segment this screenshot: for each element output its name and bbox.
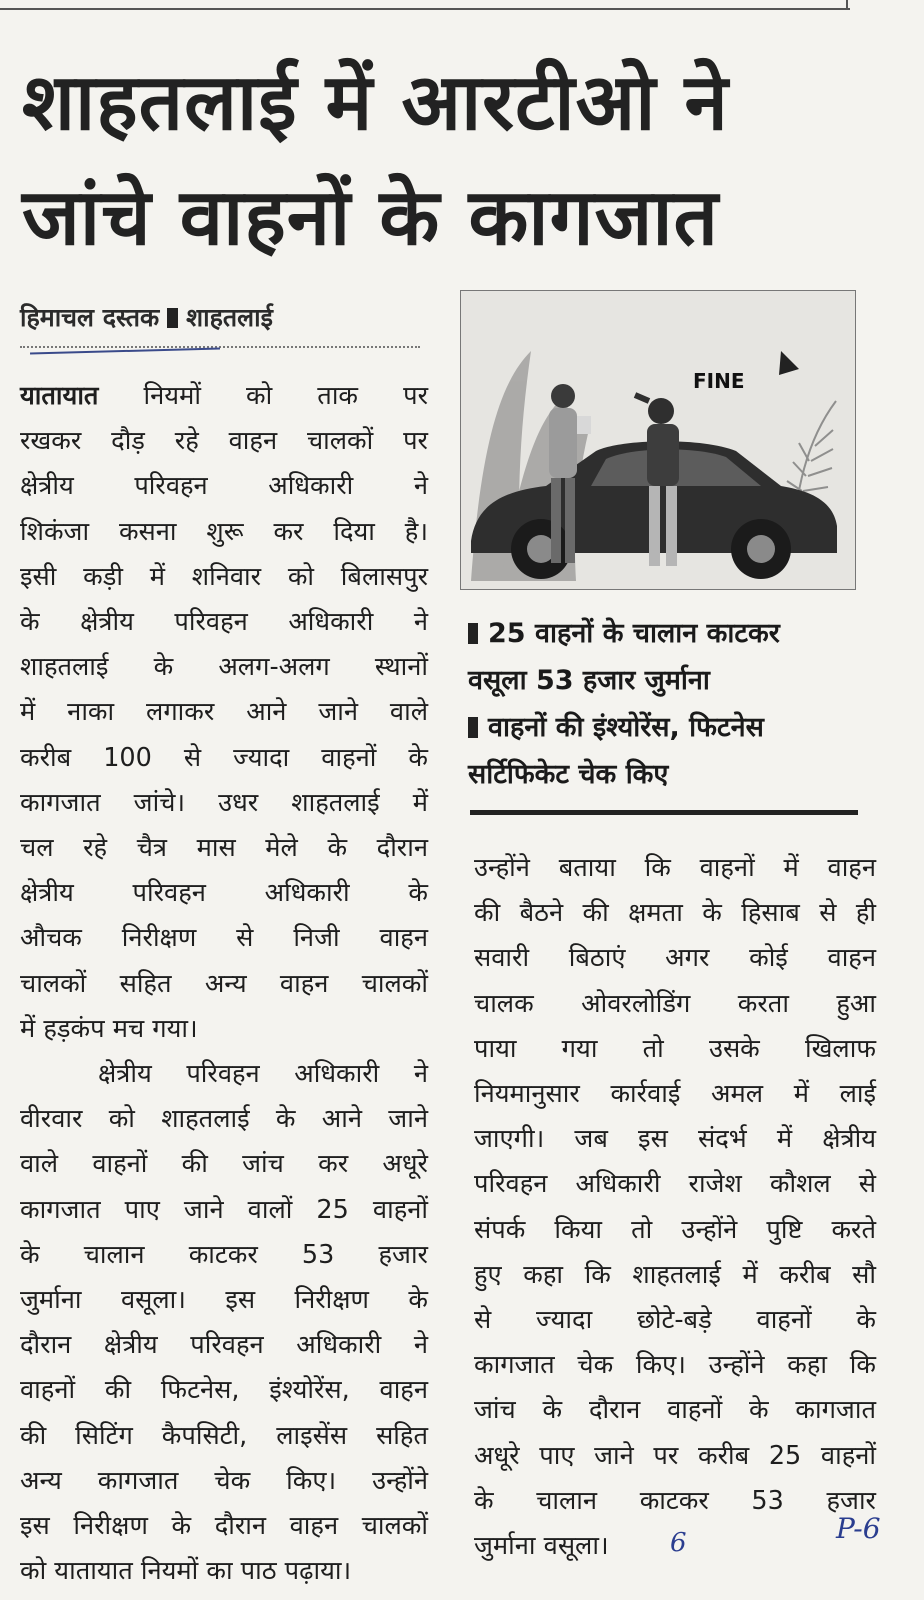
fine-icon — [779, 351, 799, 375]
highlight-1: 25 वाहनों के चालान काटकर — [468, 610, 858, 657]
article-line: की बैठने की क्षमता के हिसाब से ही — [474, 898, 876, 929]
article-right-column — [474, 846, 876, 1569]
highlights — [468, 610, 858, 798]
bullet-icon — [468, 717, 478, 738]
article-line: चालकों सहित अन्य वाहन चालकों — [20, 968, 428, 999]
article-line: कागजात पाए जाने वालों 25 वाहनों — [20, 1194, 428, 1225]
article-line: को यातायात नियमों का पाठ पढ़ाया। — [20, 1556, 352, 1587]
article-line: रखकर दौड़ रहे वाहन चालकों पर — [20, 426, 428, 457]
byline — [20, 300, 420, 348]
article-left-column — [20, 374, 428, 1594]
article-line: जाएगी। जब इस संदर्भ में क्षेत्रीय — [474, 1124, 876, 1155]
top-rule-tick — [846, 0, 848, 10]
article-line: शाहतलाई के अलग-अलग स्थानों — [20, 652, 428, 683]
article-line: में नाका लगाकर आने जाने वाले — [20, 697, 428, 728]
article-line: जुर्माना वसूला। — [474, 1531, 609, 1562]
headline-line-2: जांचे वाहनों के कागजात — [22, 173, 720, 263]
article-line: संपर्क किया तो उन्होंने पुष्टि करते — [474, 1214, 876, 1245]
article-line: परिवहन अधिकारी राजेश कौशल से — [474, 1169, 876, 1200]
article-line: करीब 100 से ज्यादा वाहनों के — [20, 742, 428, 773]
highlight-2-cont: सर्टिफिकेट चेक किए — [468, 759, 669, 790]
article-line: इसी कड़ी में शनिवार को बिलासपुर — [20, 561, 428, 592]
pen-underline — [30, 348, 220, 355]
handwritten-mark: 6 — [670, 1528, 687, 1558]
highlight-1-cont: वसूला 53 हजार जुर्माना — [468, 665, 710, 696]
article-line: औचक निरीक्षण से निजी वाहन — [20, 923, 428, 954]
article-line: शिकंजा कसना शुरू कर दिया है। — [20, 516, 428, 547]
article-line: कागजात जांचे। उधर शाहतलाई में — [20, 787, 428, 818]
article-line: के चालान काटकर 53 हजार — [20, 1239, 428, 1270]
article-line: जांच के दौरान वाहनों के कागजात — [474, 1395, 876, 1426]
article-line: जुर्माना वसूला। इस निरीक्षण के — [20, 1285, 428, 1316]
article-line: इस निरीक्षण के दौरान वाहन चालकों — [20, 1511, 428, 1542]
top-rule — [0, 8, 850, 10]
article-line: के चालान काटकर 53 हजार — [474, 1485, 876, 1516]
article-line: वीरवार को शाहतलाई के आने जाने — [20, 1104, 428, 1135]
article-line: क्षेत्रीय परिवहन अधिकारी ने — [98, 1059, 428, 1090]
article-line: चल रहे चैत्र मास मेले के दौरान — [20, 833, 428, 864]
article-line: कागजात चेक किए। उन्होंने कहा कि — [474, 1350, 876, 1381]
article-line: उन्होंने बताया कि वाहनों में वाहन — [474, 853, 876, 883]
article-line: दौरान क्षेत्रीय परिवहन अधिकारी ने — [20, 1330, 428, 1361]
bullet-icon — [468, 623, 478, 644]
car-illustration — [461, 291, 855, 589]
article-line: क्षेत्रीय परिवहन अधिकारी के — [20, 878, 428, 909]
article-line: क्षेत्रीय परिवहन अधिकारी ने — [20, 471, 428, 502]
article-line: से ज्यादा छोटे-बड़े वाहनों के — [474, 1305, 876, 1336]
headline-line-1: शाहतलाई में आरटीओ ने — [22, 58, 729, 148]
article-line: चालक ओवरलोडिंग करता हुआ — [474, 988, 876, 1019]
article-line: की सिटिंग कैपसिटी, लाइसेंस सहित — [20, 1420, 428, 1451]
article-line: वाले वाहनों की जांच कर अधूरे — [20, 1149, 428, 1180]
article-line: के क्षेत्रीय परिवहन अधिकारी ने — [20, 607, 428, 638]
article-line: पाया गया तो उसके खिलाफ — [474, 1033, 876, 1064]
article-line: यातायात नियमों को ताक पर — [20, 381, 428, 411]
highlight-2: वाहनों की इंश्योरेंस, फिटनेस — [468, 704, 858, 751]
byline-place: शाहतलाई — [186, 303, 273, 332]
photo-fine-label: FINE — [693, 369, 745, 393]
byline-separator — [167, 308, 178, 328]
article-line: हुए कहा कि शाहतलाई में करीब सौ — [474, 1259, 876, 1290]
article-line: नियमानुसार कार्रवाई अमल में लाई — [474, 1079, 876, 1110]
article-line: में हड़कंप मच गया। — [20, 1013, 198, 1044]
headline — [22, 46, 882, 276]
lead-word: यातायात — [20, 381, 99, 411]
article-line: अधूरे पाए जाने पर करीब 25 वाहनों — [474, 1440, 876, 1471]
article-line: अन्य कागजात चेक किए। उन्होंने — [20, 1465, 428, 1496]
news-photo — [460, 290, 856, 590]
handwritten-page-note: P-6 — [836, 1512, 881, 1545]
highlight-rule — [470, 810, 858, 815]
article-line: सवारी बिठाएं अगर कोई वाहन — [474, 943, 876, 974]
byline-source: हिमाचल दस्तक — [20, 303, 160, 332]
article-line: वाहनों की फिटनेस, इंश्योरेंस, वाहन — [20, 1375, 428, 1406]
